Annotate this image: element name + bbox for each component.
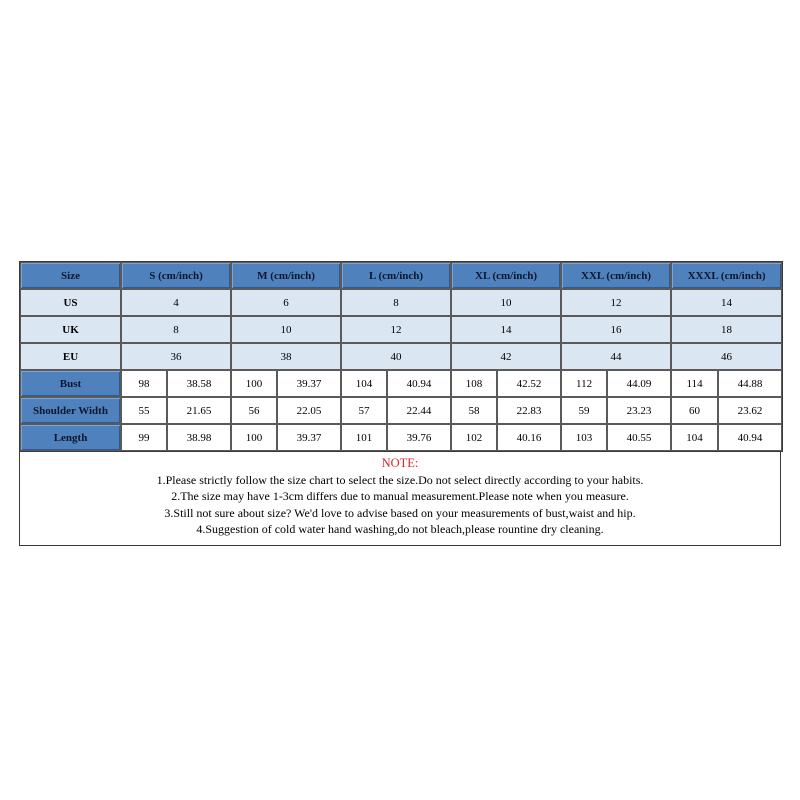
length-cm: 103 (561, 424, 607, 451)
shoulder-inch: 22.44 (387, 397, 451, 424)
shoulder-cm: 60 (671, 397, 718, 424)
length-inch: 40.55 (607, 424, 671, 451)
header-size-m: M (cm/inch) (231, 262, 341, 289)
uk-value: 18 (671, 316, 782, 343)
row-length (20, 424, 782, 451)
row-shoulder-width (20, 397, 782, 424)
length-inch: 39.76 (387, 424, 451, 451)
row-label-bust: Bust (20, 370, 121, 397)
length-inch: 40.94 (718, 424, 782, 451)
eu-value: 38 (231, 343, 341, 370)
row-label-eu: EU (20, 343, 121, 370)
shoulder-cm: 55 (121, 397, 167, 424)
us-value: 4 (121, 289, 231, 316)
bust-cm: 112 (561, 370, 607, 397)
bust-inch: 44.09 (607, 370, 671, 397)
header-row (20, 262, 782, 289)
eu-value: 40 (341, 343, 451, 370)
eu-value: 42 (451, 343, 561, 370)
bust-cm: 104 (341, 370, 387, 397)
bust-cm: 114 (671, 370, 718, 397)
note-line: 3.Still not sure about size? We'd love to advise based on your measurements of bust,waist and hip. (164, 505, 636, 520)
length-cm: 104 (671, 424, 718, 451)
header-size-l: L (cm/inch) (341, 262, 451, 289)
bust-inch: 39.37 (277, 370, 341, 397)
us-value: 14 (671, 289, 782, 316)
us-value: 10 (451, 289, 561, 316)
uk-value: 16 (561, 316, 671, 343)
row-label-us: US (20, 289, 121, 316)
length-cm: 100 (231, 424, 277, 451)
note-line: 4.Suggestion of cold water hand washing,do not bleach,please rountine dry cleaning. (196, 522, 604, 537)
header-size-s: S (cm/inch) (121, 262, 231, 289)
bust-inch: 42.52 (497, 370, 561, 397)
note-line: 1.Please strictly follow the size chart to select the size.Do not select directly according to your habits. (156, 472, 644, 487)
size-chart (19, 261, 781, 546)
header-size-xxxl: XXXL (cm/inch) (671, 262, 782, 289)
uk-value: 14 (451, 316, 561, 343)
shoulder-inch: 22.05 (277, 397, 341, 424)
bust-inch: 44.88 (718, 370, 782, 397)
row-label-shoulder-width: Shoulder Width (20, 397, 121, 424)
eu-value: 46 (671, 343, 782, 370)
us-value: 6 (231, 289, 341, 316)
us-value: 12 (561, 289, 671, 316)
shoulder-cm: 56 (231, 397, 277, 424)
row-eu (20, 343, 782, 370)
note-title: NOTE: (381, 456, 419, 470)
row-uk (20, 316, 782, 343)
shoulder-cm: 58 (451, 397, 497, 424)
us-value: 8 (341, 289, 451, 316)
length-cm: 101 (341, 424, 387, 451)
bust-cm: 108 (451, 370, 497, 397)
row-bust (20, 370, 782, 397)
shoulder-cm: 59 (561, 397, 607, 424)
bust-cm: 98 (121, 370, 167, 397)
row-us (20, 289, 782, 316)
bust-inch: 38.58 (167, 370, 231, 397)
length-cm: 99 (121, 424, 167, 451)
note-box (19, 452, 781, 546)
length-inch: 39.37 (277, 424, 341, 451)
shoulder-inch: 21.65 (167, 397, 231, 424)
row-label-length: Length (20, 424, 121, 451)
header-size-xl: XL (cm/inch) (451, 262, 561, 289)
bust-cm: 100 (231, 370, 277, 397)
eu-value: 36 (121, 343, 231, 370)
size-table (19, 261, 783, 452)
uk-value: 8 (121, 316, 231, 343)
shoulder-inch: 23.62 (718, 397, 782, 424)
eu-value: 44 (561, 343, 671, 370)
length-inch: 40.16 (497, 424, 561, 451)
shoulder-inch: 23.23 (607, 397, 671, 424)
length-inch: 38.98 (167, 424, 231, 451)
uk-value: 12 (341, 316, 451, 343)
bust-inch: 40.94 (387, 370, 451, 397)
row-label-uk: UK (20, 316, 121, 343)
shoulder-inch: 22.83 (497, 397, 561, 424)
shoulder-cm: 57 (341, 397, 387, 424)
length-cm: 102 (451, 424, 497, 451)
uk-value: 10 (231, 316, 341, 343)
header-size-xxl: XXL (cm/inch) (561, 262, 671, 289)
header-size-label: Size (20, 262, 121, 289)
note-line: 2.The size may have 1-3cm differs due to manual measurement.Please note when you measure. (171, 489, 629, 504)
